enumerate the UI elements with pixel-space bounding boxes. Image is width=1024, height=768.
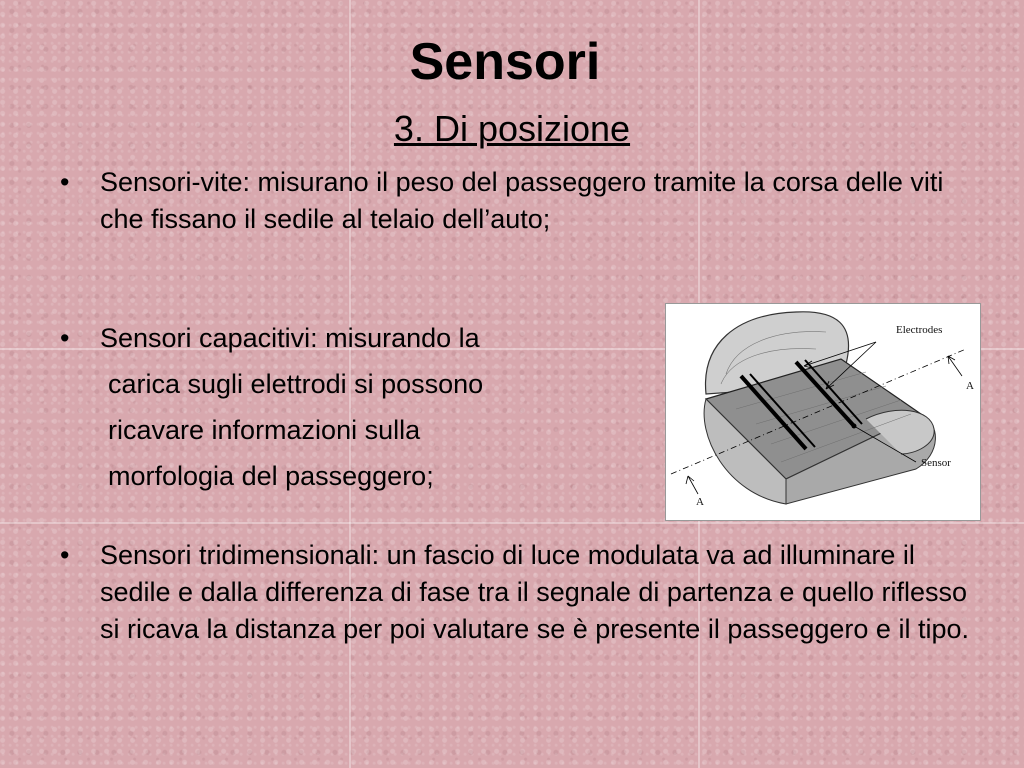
bullet-text: Sensori tridimensionali: un fascio di luce modulata va ad illuminare il sedile e dalla differenza di fase tra il segnale di partenza e quello riflesso si ricava la distanza per poi valutare se è presente il passeggero e il tipo. (100, 540, 969, 644)
seat-sensor-figure (665, 303, 981, 521)
bullet-icon: • (60, 167, 70, 197)
electrodes-label: Electrodes (896, 324, 943, 336)
bullet-text (100, 320, 620, 495)
sensor-label: Sensor (921, 457, 951, 469)
bullet-text: Sensori-vite: misurano il peso del passeggero tramite la corsa delle viti che fissano il sedile al telaio dell’auto; (100, 167, 944, 234)
section-a-label-bottom: A (696, 496, 704, 508)
bullet-icon: • (60, 323, 70, 353)
bullet-text-line: carica sugli elettrodi si possono (108, 369, 484, 399)
bullet-icon: • (60, 540, 70, 570)
background-tile-seam (0, 522, 1024, 524)
slide-title: Sensori (409, 33, 601, 91)
seat-illustration (666, 304, 980, 520)
bullet-text-line: ricavare informazioni sulla (108, 415, 421, 445)
bullet-text-line: Sensori capacitivi: misurando la (100, 323, 480, 353)
section-a-label-top: A (966, 380, 974, 392)
bullet-text-line: morfologia del passeggero; (108, 461, 434, 491)
slide-subtitle: 3. Di posizione (393, 108, 631, 149)
